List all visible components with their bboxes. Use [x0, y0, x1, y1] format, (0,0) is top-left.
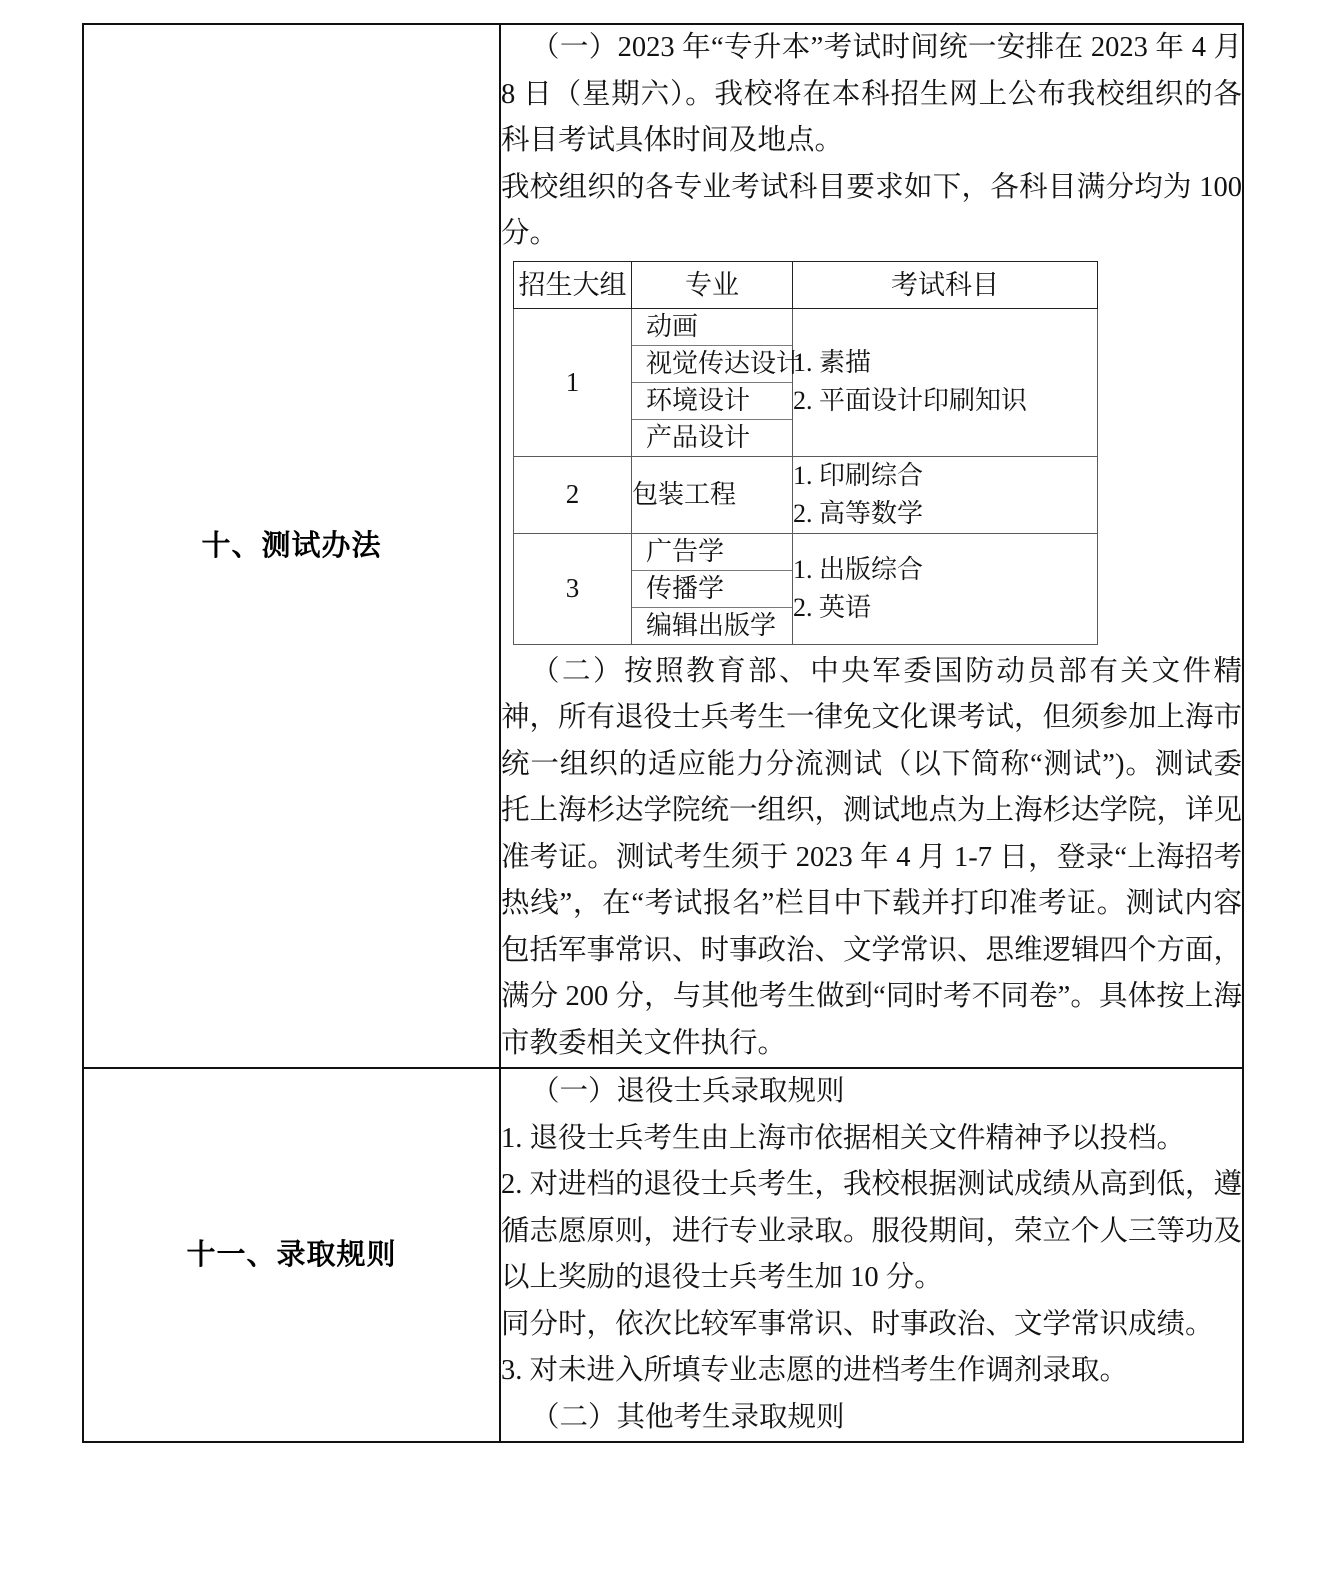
paragraph-veteran-rule-2: 2. 对进档的退役士兵考生，我校根据测试成绩从高到低，遵循志愿原则，进行专业录取。服役期间，荣立个人三等功及以上奖励的退役士兵考生加 10 分。	[501, 1169, 1243, 1293]
cell-group-number-3: 3	[514, 533, 632, 644]
paragraph-exam-schedule: （一）2023 年“专升本”考试时间统一安排在 2023 年 4 月 8 日（星期六）。我校将在本科招生网上公布我校组织的各科目考试具体时间及地点。	[501, 32, 1242, 156]
subject-item: 2. 平面设计印刷知识	[793, 386, 1028, 415]
subject-item: 1. 素描	[793, 348, 872, 377]
subject-item: 2. 英语	[793, 592, 872, 622]
paragraph-other-candidates-heading: （二）其他考生录取规则	[531, 1401, 845, 1433]
paragraph-veteran-test-policy: （二）按照教育部、中央军委国防动员部有关文件精神，所有退役士兵考生一律免文化课考试，但须参加上海市统一组织的适应能力分流测试（以下简称“测试”)。测试委托上海杉达学院统一组织，测试地点为上海杉达学院，详见准考证。测试考生须于 2023 年 4 月 1-7 日，登录“上海招考热线”，在“考试报名”栏目中下载并打印准考证。测试内容包括军事常识、时事政治、文学常识、思维逻辑四个方面，满分 200 分，与其他考生做到“同时考不同卷”。具体按上海市教委相关文件执行。	[501, 655, 1243, 1059]
subject-item: 2. 高等数学	[793, 498, 924, 528]
subject-table-row-group-3	[514, 533, 1098, 644]
section-title-admission-rules: 十一、录取规则	[186, 1238, 397, 1271]
cell-major-list-3	[632, 533, 793, 644]
major-item: 编辑出版学	[646, 610, 777, 640]
paragraph-veteran-rules-heading: （一）退役士兵录取规则	[531, 1076, 845, 1107]
header-major: 专业	[632, 261, 793, 308]
subject-table-row-group-1	[514, 308, 1098, 456]
cell-major-list-2: 包装工程	[632, 456, 793, 533]
section-title-testing-method: 十、测试办法	[201, 529, 382, 562]
major-item: 动画	[632, 309, 792, 346]
paragraph-veteran-rule-3: 3. 对未进入所填专业志愿的进档考生作调剂录取。	[501, 1355, 1129, 1386]
table-row-testing-method	[83, 24, 1243, 1068]
header-exam-subject: 考试科目	[793, 261, 1098, 308]
paragraph-subject-intro: 我校组织的各专业考试科目要求如下，各科目满分均为 100 分。	[501, 171, 1242, 249]
cell-subject-list-1	[793, 308, 1098, 456]
admissions-regulation-table	[82, 23, 1244, 1443]
cell-subject-list-2	[793, 456, 1098, 533]
major-item: 传播学	[632, 570, 792, 607]
cell-subject-list-3	[793, 533, 1098, 644]
exam-subject-table	[513, 261, 1098, 645]
major-item: 广告学	[632, 534, 792, 571]
section-body-cell-testing-method	[500, 24, 1243, 1068]
paragraph-veteran-rule-1: 1. 退役士兵考生由上海市依据相关文件精神予以投档。	[501, 1122, 1186, 1154]
subject-table-row-group-2	[514, 456, 1098, 533]
section-body-cell-admission-rules	[500, 1068, 1243, 1442]
section-label-cell-admission-rules	[83, 1068, 500, 1442]
cell-group-number-1: 1	[514, 308, 632, 456]
major-item: 环境设计	[632, 382, 792, 419]
table-row-admission-rules	[83, 1068, 1243, 1442]
paragraph-tiebreak-rule: 同分时，依次比较军事常识、时事政治、文学常识成绩。	[501, 1308, 1214, 1340]
cell-group-number-2: 2	[514, 456, 632, 533]
header-admission-group: 招生大组	[514, 261, 632, 308]
subject-table-header-row	[514, 261, 1098, 308]
major-item: 产品设计	[646, 422, 751, 452]
subject-item: 1. 出版综合	[793, 554, 924, 584]
section-label-cell-testing-method	[83, 24, 500, 1068]
subject-item: 1. 印刷综合	[793, 460, 924, 490]
cell-major-list-1	[632, 308, 803, 456]
subject-table-wrapper	[501, 258, 1242, 649]
major-item: 视觉传达设计	[632, 345, 792, 382]
